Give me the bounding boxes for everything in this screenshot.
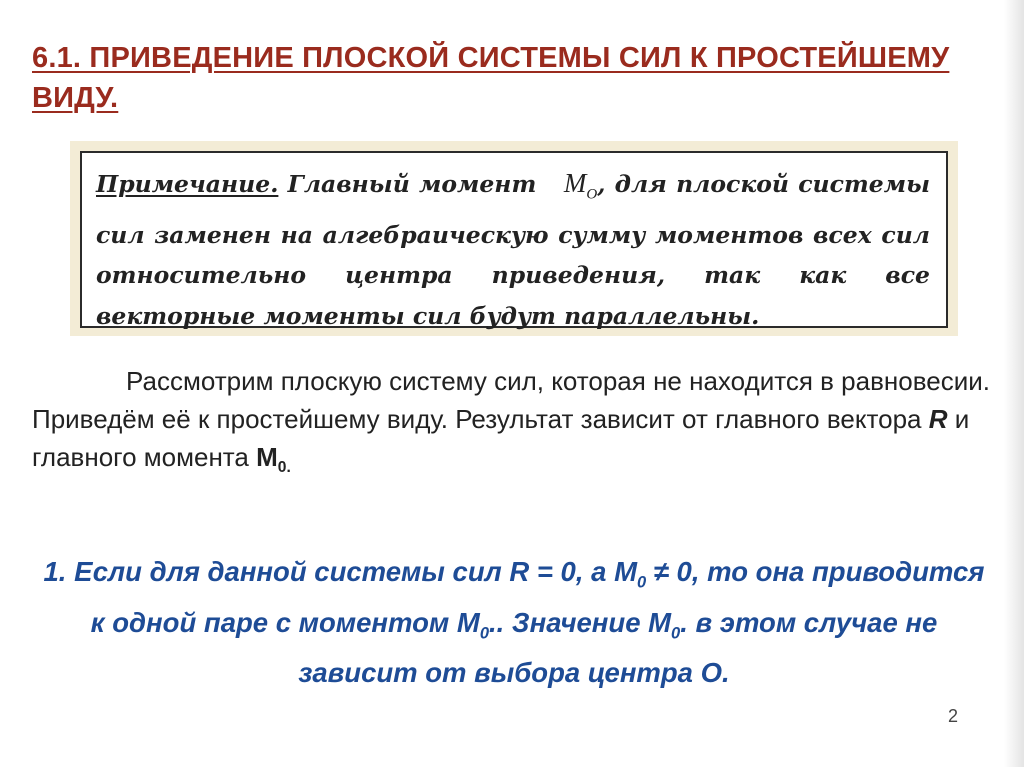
para-text-1: Рассмотрим плоскую систему сил, которая не находится в равновесии. Приведём её к простейшему виду. Результат зависит от главного вектора bbox=[32, 366, 990, 434]
note-box bbox=[80, 151, 948, 328]
m0-subscript: 0. bbox=[277, 459, 291, 477]
slide-title: 6.1. ПРИВЕДЕНИЕ ПЛОСКОЙ СИСТЕМЫ СИЛ К ПРОСТЕЙШЕМУ ВИДУ. bbox=[32, 42, 950, 114]
note-image bbox=[70, 141, 958, 336]
page-number: 2 bbox=[948, 706, 959, 726]
note-text-after: , для плоской системы сил заменен на алгебраическую сумму моментов всех сил относительно центра приведения, так как все векторные моменты сил будут параллельны. bbox=[96, 170, 930, 330]
moment-m0-symbol: $M_{0.}$ bbox=[256, 442, 291, 477]
note-text-before: Главный момент bbox=[278, 170, 546, 198]
note-label: Примечание. bbox=[96, 170, 279, 198]
vector-r-symbol: R bbox=[928, 404, 948, 434]
slide-edge-shadow bbox=[1004, 0, 1024, 767]
body-paragraph bbox=[32, 362, 992, 487]
para-text-2: и главного момента bbox=[32, 404, 970, 472]
case-1-statement: 1. Если для данной системы сил R = 0, а $M_0 \ne 0$, то она приводится к одной паре с моментом $M_0$.. Значение $M_0$. в этом случае не зависит от выбора центра О. bbox=[43, 556, 985, 688]
moment-symbol: $M_O$ bbox=[563, 168, 598, 203]
moment-subscript: O bbox=[586, 186, 598, 203]
